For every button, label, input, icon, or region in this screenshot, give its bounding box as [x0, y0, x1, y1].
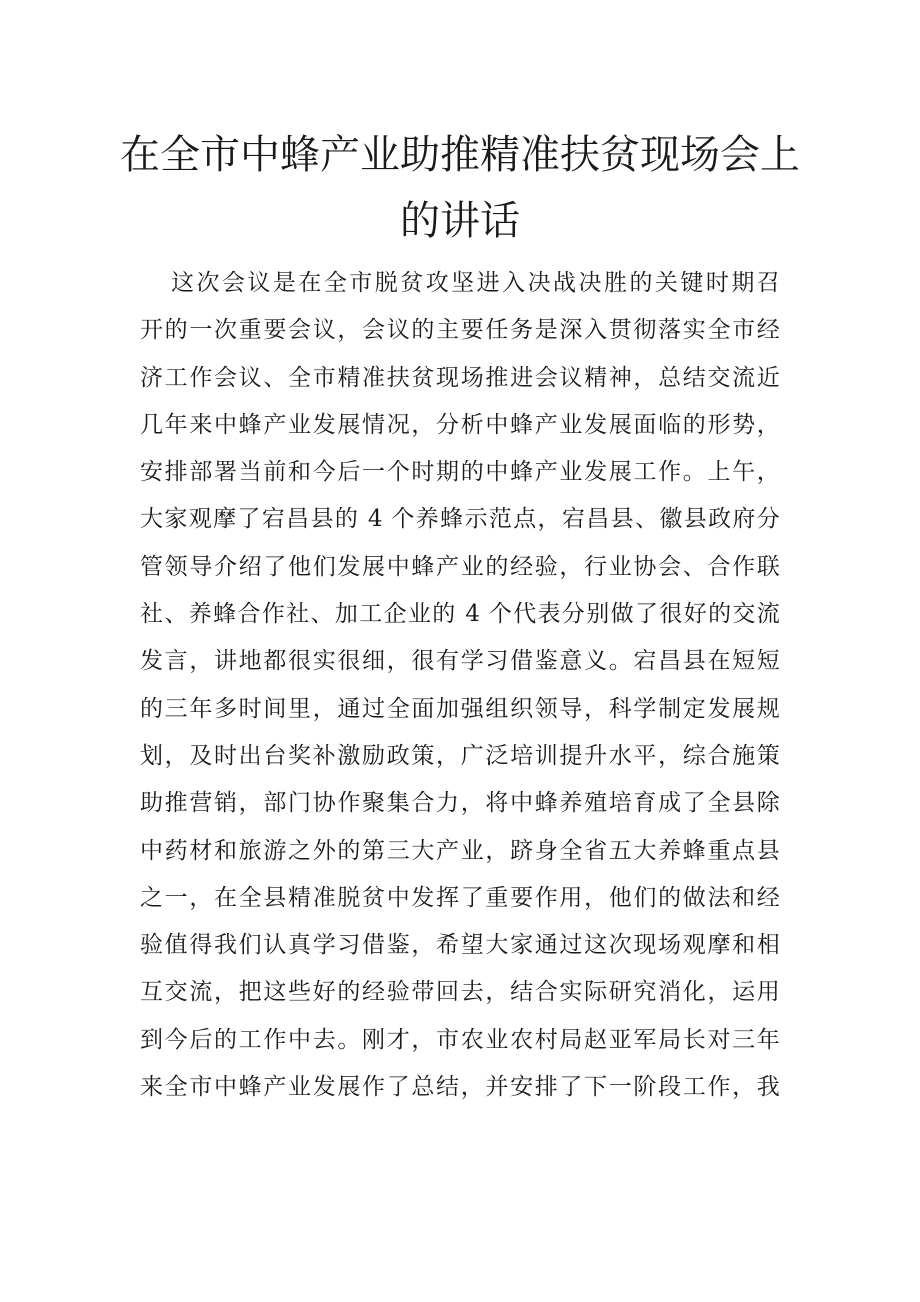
body-line: 大家观摩了宕昌县的 4 个养蜂示范点，宕昌县、徽县政府分 [140, 506, 780, 533]
body-line: 管领导介绍了他们发展中蜂产业的经验，行业协会、合作联 [140, 553, 780, 580]
body-line: 验值得我们认真学习借鉴，希望大家通过这次现场观摩和相 [140, 932, 780, 959]
title-line-1: 在全市中蜂产业助推精准扶贫现场会上 [120, 132, 800, 178]
body-line: 中药材和旅游之外的第三大产业，跻身全省五大养蜂重点县 [140, 837, 780, 864]
body-line: 这次会议是在全市脱贫攻坚进入决战决胜的关键时期召 [171, 270, 780, 296]
body-line: 之一，在全县精准脱贫中发挥了重要作用，他们的做法和经 [140, 884, 780, 911]
document-body [140, 260, 780, 1111]
body-line: 互交流，把这些好的经验带回去，结合实际研究消化，运用 [140, 979, 780, 1006]
body-line: 助推营销，部门协作聚集合力，将中蜂养殖培育成了全县除 [140, 790, 780, 817]
body-line: 到今后的工作中去。刚才，市农业农村局赵亚军局长对三年 [140, 1026, 780, 1053]
title-line-2: 的讲话 [400, 198, 520, 244]
body-line: 划，及时出台奖补激励政策，广泛培训提升水平，综合施策 [140, 742, 780, 769]
document-title [120, 122, 800, 254]
body-line: 开的一次重要会议，会议的主要任务是深入贯彻落实全市经 [140, 317, 780, 344]
body-line: 来全市中蜂产业发展作了总结，并安排了下一阶段工作，我 [140, 1074, 780, 1101]
body-line: 社、养蜂合作社、加工企业的 4 个代表分别做了很好的交流 [140, 601, 780, 628]
body-line: 发言，讲地都很实很细，很有学习借鉴意义。宕昌县在短短 [140, 648, 780, 675]
body-line: 安排部署当前和今后一个时期的中蜂产业发展工作。上午， [140, 459, 780, 486]
body-line: 几年来中蜂产业发展情况，分析中蜂产业发展面临的形势， [140, 411, 780, 438]
body-line: 济工作会议、全市精准扶贫现场推进会议精神，总结交流近 [140, 364, 780, 391]
body-line: 的三年多时间里，通过全面加强组织领导，科学制定发展规 [140, 695, 780, 722]
